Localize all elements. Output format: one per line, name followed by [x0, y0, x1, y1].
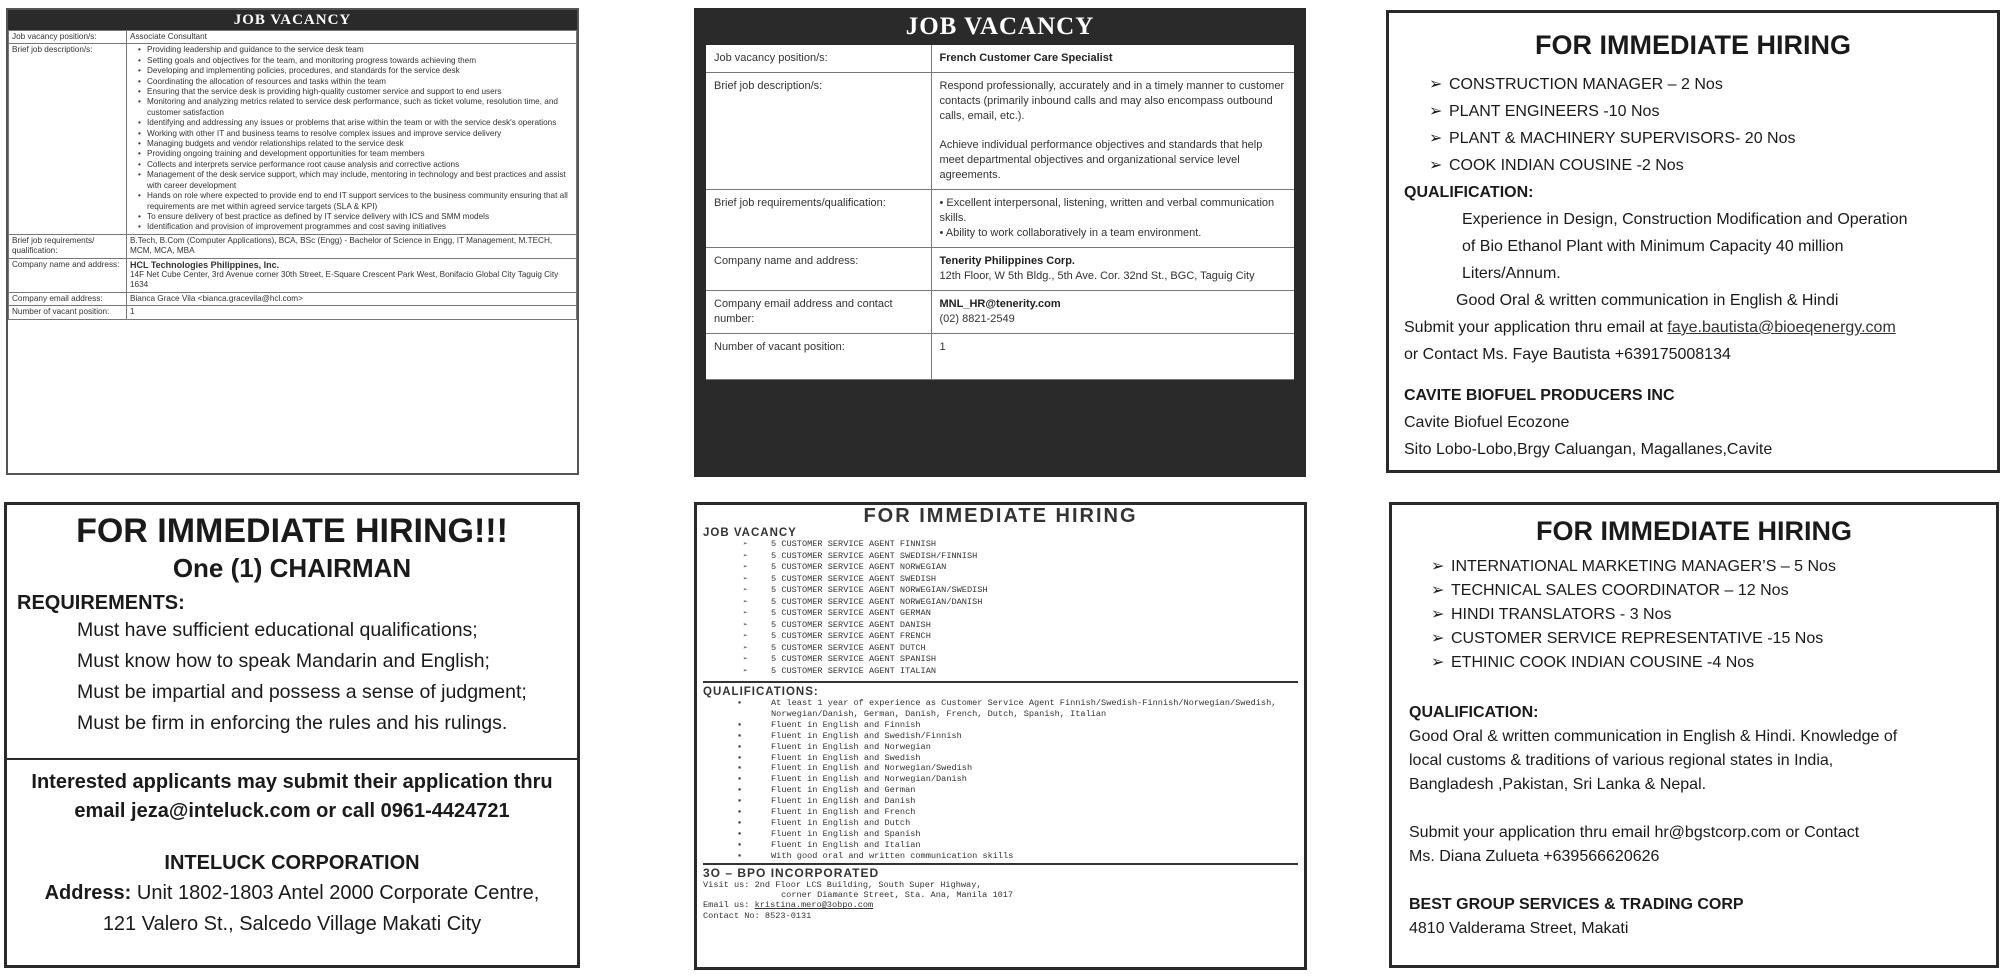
list-item: ➢ 5 CUSTOMER SERVICE AGENT FINNISH — [743, 539, 1298, 551]
table-row — [706, 291, 1294, 334]
ad4-company-name: INTELUCK CORPORATION — [164, 852, 420, 874]
list-item: ➢ TECHNICAL SALES COORDINATOR – 12 Nos — [1431, 579, 1979, 603]
ad3-submit-line — [1404, 314, 1982, 341]
table-row — [706, 190, 1294, 248]
list-item: Must be firm in enforcing the rules and his rulings. — [77, 712, 508, 734]
ad6-positions-list — [1431, 555, 1979, 675]
list-item: • Providing leadership and guidance to the service desk team — [138, 45, 573, 55]
ad1-requirements-value: B.Tech, B.Com (Computer Applications), BCA, BSc (Engg) - Bachelor of Science in Engg, IT Management, M.TECH, MCM, MCA, MBA — [127, 234, 577, 258]
ad3-address1: Cavite Biofuel Ecozone — [1404, 414, 1570, 431]
list-item: • Providing ongoing training and development opportunities for team members — [138, 149, 573, 159]
ad4-subtitle: One (1) CHAIRMAN — [172, 553, 412, 583]
ad1-vacant-label: Number of vacant position: — [9, 306, 127, 319]
ad2-description-label: Brief job description/s: — [706, 73, 931, 190]
list-item: • Hands on role where expected to provide end to end IT support services to the business community ensuring that all requirements are met within agreed service targets (SLA & KPI) — [138, 191, 573, 212]
list-item: • Ensuring that the service desk is providing high-quality customer service and support to end users — [138, 87, 573, 97]
table-row — [706, 45, 1294, 73]
ad4-requirements-heading: REQUIREMENTS: — [17, 592, 185, 614]
list-item: ➢ 5 CUSTOMER SERVICE AGENT ITALIAN — [743, 666, 1298, 678]
ad6-qualification-line2: local customs & traditions of various regional states in India, — [1409, 752, 1834, 769]
ad2-vacant-value: 1 — [931, 334, 1294, 380]
ad6-address: 4810 Valderama Street, Makati — [1409, 920, 1629, 937]
list-item: ▪ Fluent in English and Swedish/Finnish — [733, 731, 1298, 742]
ad3-title: FOR IMMEDIATE HIRING — [1535, 30, 1851, 60]
divider — [703, 681, 1298, 683]
ad4-top-section — [7, 505, 577, 760]
ad1-company-address: 14F Net Cube Center, 3rd Avenue corner 30th Street, E-Square Crescent Park West, Bonifacio Global City Taguig City 1634 — [130, 269, 559, 290]
list-item: ➢ 5 CUSTOMER SERVICE AGENT GERMAN — [743, 608, 1298, 620]
ad2-company-address: 12th Floor, W 5th Bldg., 5th Ave. Cor. 32nd St., BGC, Taguig City — [939, 270, 1255, 282]
list-item: • Coordinating the allocation of resources and tasks within the team — [138, 77, 573, 87]
ad2-description-p1: Respond professionally, accurately and in a timely manner to customer contacts (primarily inbound calls and may also encompass outbound calls, email, etc.). — [939, 80, 1285, 122]
table-row — [706, 334, 1294, 380]
list-item: ➢ 5 CUSTOMER SERVICE AGENT NORWEGIAN/DANISH — [743, 597, 1298, 609]
ad5-email-label: Email us: — [703, 900, 750, 911]
list-item: ▪ Fluent in English and Spanish — [733, 829, 1298, 840]
ad5-visit-line2: corner Diamante Street, Sta. Ana, Manila 1017 — [781, 890, 1014, 900]
ad2-contact-phone: (02) 8821-2549 — [939, 313, 1015, 325]
list-item: ➢ CUSTOMER SERVICE REPRESENTATIVE -15 Nos — [1431, 627, 1979, 651]
ad5-visit-label: Visit us: — [703, 879, 750, 890]
ad3-email-link[interactable]: faye.bautista@bioeqenergy.com — [1667, 319, 1896, 336]
ad4-apply-line1: Interested applicants may submit their application thru — [31, 771, 553, 793]
list-item: ➢ ETHINIC COOK INDIAN COUSINE -4 Nos — [1431, 651, 1979, 675]
ad4-title: FOR IMMEDIATE HIRING!!! — [76, 512, 508, 550]
ad6-submit-line2: Ms. Diana Zulueta +639566620626 — [1409, 848, 1660, 865]
ad1-company-label: Company name and address: — [9, 258, 127, 292]
ad5-contact-line — [703, 911, 1298, 921]
ad3-contact-line: or Contact Ms. Faye Bautista +639175008134 — [1404, 346, 1731, 363]
list-item: ▪ Fluent in English and French — [733, 807, 1298, 818]
ad2-position-value: French Customer Care Specialist — [931, 45, 1294, 73]
ad3-qual-line1: Experience in Design, Construction Modification and Operation — [1462, 211, 1908, 228]
ad6-qualification-line3: Bangladesh ,Pakistan, Sri Lanka & Nepal. — [1409, 776, 1707, 793]
ad4-apply-line2: email jeza@inteluck.com or call 0961-4424721 — [74, 800, 510, 822]
ad5-qualifications-heading: QUALIFICATIONS: — [703, 686, 819, 698]
list-item: ▪ Fluent in English and Norwegian — [733, 742, 1298, 753]
list-item: ▪ Fluent in English and Finnish — [733, 720, 1298, 731]
ad3-qual-line4: Good Oral & written communication in English & Hindi — [1456, 292, 1839, 309]
ad6-company-name: BEST GROUP SERVICES & TRADING CORP — [1409, 896, 1744, 913]
list-item: ➢ 5 CUSTOMER SERVICE AGENT NORWEGIAN/SWEDISH — [743, 585, 1298, 597]
ad1-company-name: HCL Technologies Philippines, Inc. — [130, 259, 280, 270]
ad1-title: JOB VACANCY — [8, 10, 577, 30]
ad1-vacant-value: 1 — [127, 306, 577, 319]
ad-hcl-job-vacancy — [6, 8, 579, 475]
ad5-email-line — [703, 900, 1298, 910]
ad1-table — [8, 30, 577, 320]
table-row — [9, 44, 577, 234]
list-item: • Identifying and addressing any issues or problems that arise within the team or with the service desk's operations — [138, 118, 573, 128]
list-item: ▪ At least 1 year of experience as Customer Service Agent Finnish/Swedish-Finnish/Norwegian/Swedish, Norwegian/Danish, German, Danish, French, Dutch, Spanish, Italian — [733, 698, 1298, 720]
ad4-address-text1: Unit 1802-1803 Antel 2000 Corporate Centre, — [136, 882, 540, 904]
ad-inteluck-hiring — [4, 502, 580, 968]
list-item: ▪ Fluent in English and Swedish — [733, 753, 1298, 764]
ad5-vacancy-heading: JOB VACANCY — [703, 527, 797, 539]
ad2-contact-label: Company email address and contact number: — [706, 291, 931, 334]
list-item: ▪ Fluent in English and Danish — [733, 796, 1298, 807]
ad5-visit-line1 — [703, 880, 1298, 890]
list-item: ➢ 5 CUSTOMER SERVICE AGENT SWEDISH/FINNISH — [743, 551, 1298, 563]
ad3-submit-text: Submit your application thru email at — [1404, 319, 1668, 336]
ad4-requirements-list — [17, 615, 567, 739]
ad2-contact-email: MNL_HR@tenerity.com — [939, 298, 1061, 310]
ad1-position-label: Job vacancy position/s: — [9, 31, 127, 44]
list-item: ➢ CONSTRUCTION MANAGER – 2 Nos — [1429, 71, 1982, 98]
table-row — [9, 31, 577, 44]
divider — [703, 863, 1298, 865]
list-item: ▪ Fluent in English and Italian — [733, 840, 1298, 851]
ad1-position-value: Associate Consultant — [127, 31, 577, 44]
list-item: ▪ Fluent in English and Norwegian/Swedish — [733, 763, 1298, 774]
list-item: ➢ PLANT & MACHINERY SUPERVISORS- 20 Nos — [1429, 125, 1982, 152]
ad3-positions-list — [1429, 71, 1982, 179]
ad-3o-bpo-hiring — [694, 502, 1307, 970]
ad5-title: FOR IMMEDIATE HIRING — [863, 505, 1138, 527]
table-row — [9, 258, 577, 292]
ad1-email-label: Company email address: — [9, 292, 127, 305]
ad2-requirement-1: • Excellent interpersonal, listening, written and verbal communication skills. — [939, 197, 1275, 224]
list-item: ▪ Fluent in English and German — [733, 785, 1298, 796]
ad-bgst-hiring — [1389, 502, 1999, 968]
ad5-contact-label: Contact No: — [703, 910, 760, 921]
table-row — [9, 292, 577, 305]
ad2-description-p2: Achieve individual performance objectives and standards that help meet departmental objectives and organizational service level agreements. — [939, 139, 1263, 181]
list-item: ➢ PLANT ENGINEERS -10 Nos — [1429, 98, 1982, 125]
ad1-requirements-label: Brief job requirements/ qualification: — [9, 234, 127, 258]
list-item: • Monitoring and analyzing metrics related to service desk performance, such as ticket volume, resolution time, and customer satisfaction — [138, 97, 573, 118]
ad5-vacancy-list — [703, 539, 1298, 677]
ad2-requirement-2: • Ability to work collaboratively in a team environment. — [939, 227, 1202, 239]
ad-tenerity-job-vacancy — [694, 8, 1306, 477]
ad6-qualification-heading: QUALIFICATION: — [1409, 704, 1539, 721]
ad3-address2: Sito Lobo-Lobo,Brgy Caluangan, Magallanes,Cavite — [1404, 441, 1773, 458]
ad2-company-name: Tenerity Philippines Corp. — [939, 255, 1075, 267]
ad2-title: JOB VACANCY — [905, 13, 1095, 40]
ad1-email-value: Bianca Grace Vila <bianca.gracevila@hcl.com> — [127, 292, 577, 305]
list-item: Must be impartial and possess a sense of judgment; — [77, 681, 527, 703]
list-item: ➢ 5 CUSTOMER SERVICE AGENT FRENCH — [743, 631, 1298, 643]
ad6-title: FOR IMMEDIATE HIRING — [1536, 516, 1852, 546]
list-item: ▪ With good oral and written communication skills — [733, 851, 1298, 862]
table-row — [9, 234, 577, 258]
ad4-address-line1 — [17, 878, 567, 909]
list-item: • To ensure delivery of best practice as defined by IT service delivery with ICS and SMM models — [138, 212, 573, 222]
ad5-visit-address1: 2nd Floor LCS Building, South Super Highway, — [754, 879, 982, 890]
list-item: • Management of the desk service support, which may include, mentoring in technology and best practices and assist with career development — [138, 170, 573, 191]
ad-cavite-biofuel-hiring — [1386, 10, 2000, 473]
list-item: ➢ HINDI TRANSLATORS - 3 Nos — [1431, 603, 1979, 627]
table-row — [706, 248, 1294, 291]
ad2-position-label: Job vacancy position/s: — [706, 45, 931, 73]
list-item: ➢ 5 CUSTOMER SERVICE AGENT DUTCH — [743, 643, 1298, 655]
list-item: ➢ 5 CUSTOMER SERVICE AGENT SWEDISH — [743, 574, 1298, 586]
table-row — [9, 306, 577, 319]
list-item: Must know how to speak Mandarin and English; — [77, 650, 490, 672]
ad5-email-link[interactable]: kristina.mero@3obpo.com — [754, 900, 874, 911]
list-item: ▪ Fluent in English and Norwegian/Danish — [733, 774, 1298, 785]
ad4-address-label: Address: — [44, 882, 132, 904]
list-item: ➢ 5 CUSTOMER SERVICE AGENT NORWEGIAN — [743, 562, 1298, 574]
list-item: • Collects and interprets service performance root cause analysis and corrective actions — [138, 160, 573, 170]
list-item: • Developing and implementing policies, procedures, and standards for the service desk — [138, 66, 573, 76]
ad4-bottom-section — [7, 760, 577, 948]
ad2-table — [706, 45, 1294, 380]
list-item: ➢ INTERNATIONAL MARKETING MANAGER’S – 5 Nos — [1431, 555, 1979, 579]
ad6-submit-line1: Submit your application thru email hr@bgstcorp.com or Contact — [1409, 824, 1860, 841]
ad3-qualification-heading: QUALIFICATION: — [1404, 184, 1534, 201]
list-item: • Setting goals and objectives for the team, and monitoring progress towards achieving them — [138, 56, 573, 66]
ad4-address-line2: 121 Valero St., Salcedo Village Makati City — [102, 913, 482, 935]
ad5-contact-value: 8523-0131 — [764, 910, 812, 921]
list-item: • Working with other IT and business teams to resolve complex issues and improve service delivery — [138, 129, 573, 139]
ad1-description-label: Brief job description/s: — [9, 44, 127, 234]
list-item: Must have sufficient educational qualifications; — [77, 619, 478, 641]
ad3-qual-line2: of Bio Ethanol Plant with Minimum Capacity 40 million — [1462, 238, 1844, 255]
list-item: ➢ 5 CUSTOMER SERVICE AGENT DANISH — [743, 620, 1298, 632]
list-item: ➢ COOK INDIAN COUSINE -2 Nos — [1429, 152, 1982, 179]
list-item: ➢ 5 CUSTOMER SERVICE AGENT SPANISH — [743, 654, 1298, 666]
ad6-qualification-line1: Good Oral & written communication in English & Hindi. Knowledge of — [1409, 728, 1898, 745]
list-item: ▪ Fluent in English and Dutch — [733, 818, 1298, 829]
ad2-company-label: Company name and address: — [706, 248, 931, 291]
ad3-qual-line3: Liters/Annum. — [1462, 265, 1561, 282]
ad2-requirements-label: Brief job requirements/qualification: — [706, 190, 931, 248]
ad2-vacant-label: Number of vacant position: — [706, 334, 931, 380]
table-row — [706, 73, 1294, 190]
list-item: • Identification and provision of improvement programmes and cost saving initiatives — [138, 222, 573, 232]
list-item: • Managing budgets and vendor relationships related to the service desk — [138, 139, 573, 149]
ad3-company-name: CAVITE BIOFUEL PRODUCERS INC — [1404, 387, 1675, 404]
ad1-description-list — [130, 45, 573, 232]
ad5-qualifications-list — [703, 698, 1298, 862]
ad5-company-name: 3O – BPO INCORPORATED — [703, 865, 880, 880]
